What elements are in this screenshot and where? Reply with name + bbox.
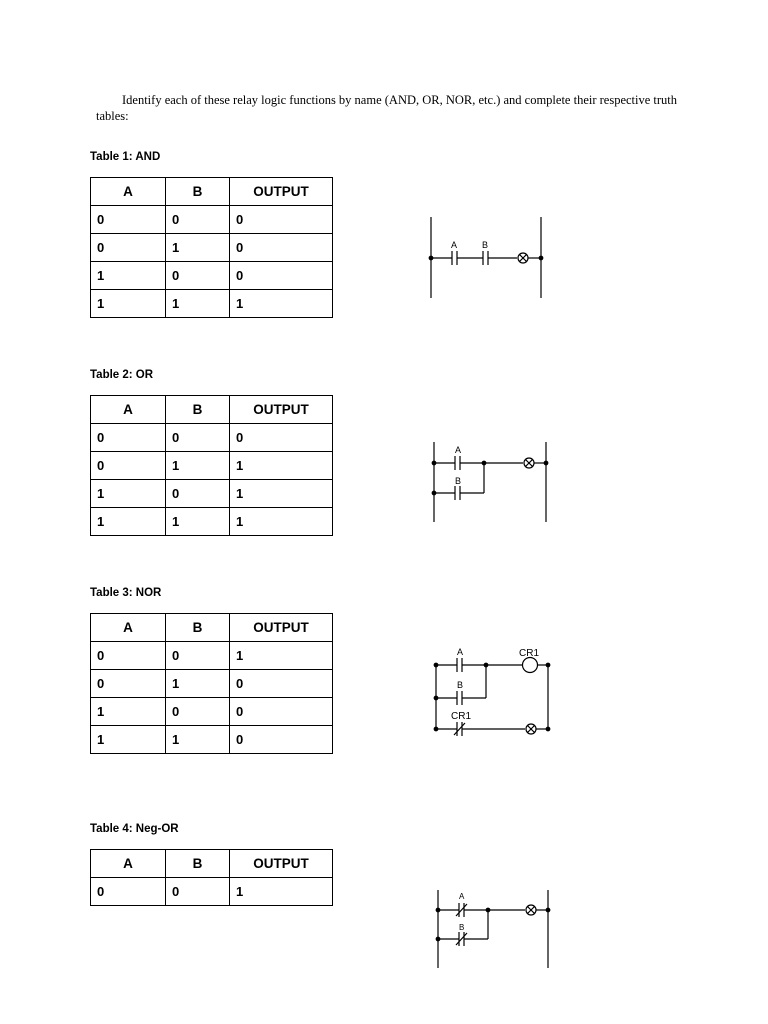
header-output: OUTPUT (230, 178, 333, 206)
header-b: B (166, 396, 230, 424)
header-a: A (91, 614, 166, 642)
table-header-row (91, 614, 333, 642)
header-a: A (91, 850, 166, 878)
table-row (91, 234, 333, 262)
cell-a: 1 (91, 480, 166, 508)
truth-table-and (90, 177, 333, 318)
contact-b-label: B (457, 680, 464, 690)
contact-a-label: A (451, 240, 458, 250)
header-a: A (91, 178, 166, 206)
cell-a: 1 (91, 726, 166, 754)
cell-b: 1 (166, 508, 230, 536)
cell-a: 0 (91, 670, 166, 698)
table-row (91, 642, 333, 670)
cell-a: 1 (91, 262, 166, 290)
cell-a: 0 (91, 234, 166, 262)
contact-b-label: B (459, 923, 465, 932)
table-row (91, 878, 333, 906)
header-output: OUTPUT (230, 396, 333, 424)
cell-a: 1 (91, 290, 166, 318)
contact-a-label: A (457, 647, 464, 657)
contact-a-label: A (459, 892, 465, 901)
cell-b: 1 (166, 290, 230, 318)
table-row (91, 480, 333, 508)
ladder-diagram-or (428, 440, 553, 525)
cell-a: 0 (91, 452, 166, 480)
table-header-row (91, 178, 333, 206)
ladder-diagram-nor (430, 645, 555, 745)
table-2-caption: Table 2: OR (90, 369, 154, 381)
cell-a: 0 (91, 206, 166, 234)
table-row (91, 424, 333, 452)
cell-output: 0 (230, 670, 333, 698)
cell-b: 1 (166, 726, 230, 754)
cell-b: 1 (166, 670, 230, 698)
cell-b: 0 (166, 642, 230, 670)
cell-b: 0 (166, 262, 230, 290)
cell-output: 0 (230, 206, 333, 234)
cell-output: 1 (230, 480, 333, 508)
cell-output: 1 (230, 508, 333, 536)
table-row (91, 508, 333, 536)
contact-b-label: B (482, 240, 489, 250)
header-b: B (166, 614, 230, 642)
header-output: OUTPUT (230, 850, 333, 878)
cell-output: 1 (230, 642, 333, 670)
truth-table-neg-or (90, 849, 333, 906)
table-row (91, 698, 333, 726)
header-b: B (166, 178, 230, 206)
cell-output: 0 (230, 262, 333, 290)
cell-output: 1 (230, 290, 333, 318)
cell-b: 1 (166, 452, 230, 480)
table-header-row (91, 850, 333, 878)
cell-b: 0 (166, 480, 230, 508)
ladder-diagram-neg-or (432, 888, 557, 973)
truth-table-nor (90, 613, 333, 754)
lamp-icon (518, 253, 528, 263)
contact-cr1-label: CR1 (451, 711, 472, 722)
truth-table-or (90, 395, 333, 536)
header-output: OUTPUT (230, 614, 333, 642)
cell-b: 0 (166, 878, 230, 906)
instructions-text: Identify each of these relay logic functions by name (AND, OR, NOR, etc.) and complete their respective truth tables: (96, 93, 678, 123)
table-row (91, 670, 333, 698)
cell-output: 1 (230, 878, 333, 906)
cell-output: 0 (230, 698, 333, 726)
coil-cr1-label: CR1 (519, 648, 540, 659)
contact-b-label: B (455, 476, 462, 486)
table-4-caption: Table 4: Neg-OR (90, 823, 179, 835)
relay-coil-icon (523, 658, 538, 673)
header-b: B (166, 850, 230, 878)
table-row (91, 290, 333, 318)
lamp-icon (524, 458, 534, 468)
cell-b: 1 (166, 234, 230, 262)
cell-a: 0 (91, 878, 166, 906)
contact-a-label: A (455, 445, 462, 455)
ladder-diagram-and (425, 215, 550, 300)
cell-output: 0 (230, 424, 333, 452)
cell-output: 1 (230, 452, 333, 480)
header-a: A (91, 396, 166, 424)
cell-a: 1 (91, 698, 166, 726)
cell-a: 1 (91, 508, 166, 536)
table-3-caption: Table 3: NOR (90, 587, 162, 599)
cell-b: 0 (166, 424, 230, 452)
table-row (91, 206, 333, 234)
cell-output: 0 (230, 726, 333, 754)
cell-a: 0 (91, 424, 166, 452)
table-row (91, 726, 333, 754)
cell-a: 0 (91, 642, 166, 670)
cell-output: 0 (230, 234, 333, 262)
cell-b: 0 (166, 698, 230, 726)
table-row (91, 262, 333, 290)
lamp-icon (526, 724, 536, 734)
cell-b: 0 (166, 206, 230, 234)
table-row (91, 452, 333, 480)
table-header-row (91, 396, 333, 424)
lamp-icon (526, 905, 536, 915)
table-1-caption: Table 1: AND (90, 151, 161, 163)
